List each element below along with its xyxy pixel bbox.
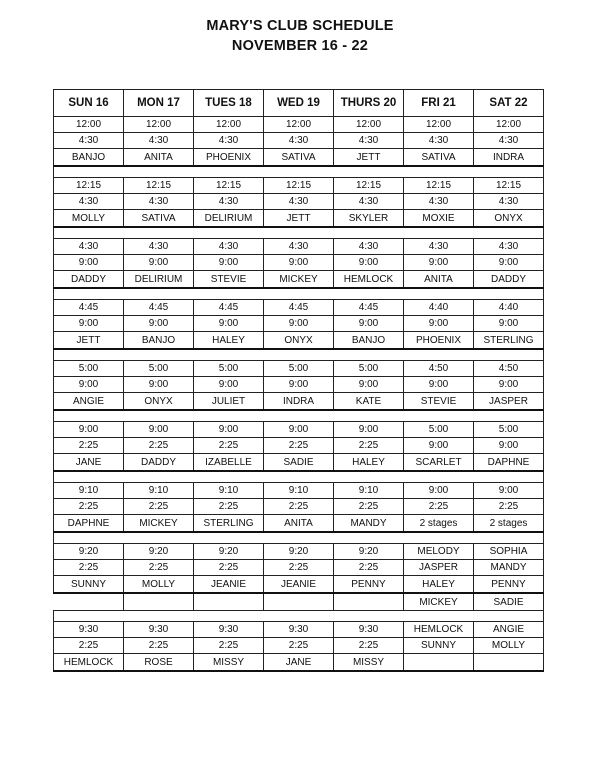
end-time-cell: SUNNY bbox=[404, 638, 474, 654]
performer-cell: IZABELLE bbox=[194, 454, 264, 472]
performer-cell: MOLLY bbox=[54, 210, 124, 228]
start-time-cell: 12:00 bbox=[124, 117, 194, 133]
end-time-cell: 4:30 bbox=[404, 133, 474, 149]
performer-cell bbox=[404, 654, 474, 672]
end-time-cell: 2:25 bbox=[124, 438, 194, 454]
spacer-cell bbox=[54, 471, 544, 483]
start-time-cell: 4:30 bbox=[334, 239, 404, 255]
start-time-cell: 9:00 bbox=[124, 422, 194, 438]
end-time-cell: 2:25 bbox=[54, 438, 124, 454]
start-time-cell: 4:30 bbox=[54, 239, 124, 255]
end-time-cell: 2:25 bbox=[334, 560, 404, 576]
end-time-cell: 4:30 bbox=[54, 194, 124, 210]
start-time-cell: 9:20 bbox=[54, 544, 124, 560]
performer-cell: JASPER bbox=[474, 393, 544, 411]
start-time-cell: 12:00 bbox=[54, 117, 124, 133]
performer-cell: SATIVA bbox=[264, 149, 334, 167]
start-time-cell: 9:10 bbox=[54, 483, 124, 499]
performer-cell: PENNY bbox=[474, 576, 544, 594]
start-time-cell: 5:00 bbox=[404, 422, 474, 438]
performer-cell: MICKEY bbox=[264, 271, 334, 289]
performer-cell: ANITA bbox=[124, 149, 194, 167]
performer-cell: MISSY bbox=[194, 654, 264, 672]
start-time-cell: 12:15 bbox=[404, 178, 474, 194]
start-time-cell: 4:30 bbox=[474, 239, 544, 255]
start-time-cell: 9:00 bbox=[194, 422, 264, 438]
end-time-cell: 2:25 bbox=[194, 499, 264, 515]
performer-cell: 2 stages bbox=[474, 515, 544, 533]
start-time-cell: 12:00 bbox=[264, 117, 334, 133]
performer-cell: JANE bbox=[264, 654, 334, 672]
start-time-cell: 9:30 bbox=[194, 622, 264, 638]
performer-cell: MANDY bbox=[334, 515, 404, 533]
start-time-cell: 12:15 bbox=[124, 178, 194, 194]
performer-cell: JEANIE bbox=[264, 576, 334, 594]
performer-cell: ONYX bbox=[264, 332, 334, 350]
performer-cell: MISSY bbox=[334, 654, 404, 672]
start-time-row bbox=[54, 361, 544, 377]
performer-cell: INDRA bbox=[474, 149, 544, 167]
start-time-cell: 4:30 bbox=[194, 239, 264, 255]
performer-row bbox=[54, 654, 544, 672]
start-time-cell: 4:30 bbox=[264, 239, 334, 255]
performer-cell: SATIVA bbox=[124, 210, 194, 228]
end-time-cell: 2:25 bbox=[54, 499, 124, 515]
end-time-cell: 9:00 bbox=[194, 316, 264, 332]
end-time-cell: 2:25 bbox=[194, 560, 264, 576]
start-time-cell: 4:50 bbox=[404, 361, 474, 377]
end-time-cell: 2:25 bbox=[264, 560, 334, 576]
performer-cell: ROSE bbox=[124, 654, 194, 672]
performer-cell: SADIE bbox=[264, 454, 334, 472]
end-time-cell: 9:00 bbox=[264, 316, 334, 332]
performer-row bbox=[54, 149, 544, 167]
end-time-cell: 9:00 bbox=[474, 438, 544, 454]
end-time-row bbox=[54, 560, 544, 576]
end-time-cell: 9:00 bbox=[404, 316, 474, 332]
start-time-cell: 4:45 bbox=[334, 300, 404, 316]
start-time-cell: 5:00 bbox=[474, 422, 544, 438]
end-time-cell: 2:25 bbox=[334, 438, 404, 454]
performer-cell: KATE bbox=[334, 393, 404, 411]
spacer-row bbox=[54, 349, 544, 361]
end-time-cell: 4:30 bbox=[404, 194, 474, 210]
start-time-cell: 9:10 bbox=[194, 483, 264, 499]
performer-cell: SKYLER bbox=[334, 210, 404, 228]
start-time-cell: 9:00 bbox=[334, 422, 404, 438]
performer-cell: MICKEY bbox=[404, 593, 474, 611]
start-time-cell: 4:45 bbox=[264, 300, 334, 316]
start-time-row bbox=[54, 483, 544, 499]
spacer-row bbox=[54, 288, 544, 300]
start-time-cell: MELODY bbox=[404, 544, 474, 560]
performer-cell: JULIET bbox=[194, 393, 264, 411]
performer-cell: DAPHNE bbox=[54, 515, 124, 533]
end-time-cell: 4:30 bbox=[264, 194, 334, 210]
performer-cell: JETT bbox=[334, 149, 404, 167]
performer-cell: DELIRIUM bbox=[194, 210, 264, 228]
end-time-cell: 2:25 bbox=[334, 499, 404, 515]
end-time-cell: JASPER bbox=[404, 560, 474, 576]
end-time-cell: 9:00 bbox=[54, 316, 124, 332]
end-time-cell: 4:30 bbox=[334, 133, 404, 149]
start-time-cell: SOPHIA bbox=[474, 544, 544, 560]
start-time-row bbox=[54, 239, 544, 255]
end-time-cell: 2:25 bbox=[264, 638, 334, 654]
schedule-subtitle: NOVEMBER 16 - 22 bbox=[231, 38, 369, 54]
end-time-cell: 2:25 bbox=[334, 638, 404, 654]
start-time-cell: 12:15 bbox=[194, 178, 264, 194]
performer-cell: ONYX bbox=[474, 210, 544, 228]
start-time-cell: 4:45 bbox=[194, 300, 264, 316]
end-time-cell: 2:25 bbox=[264, 499, 334, 515]
schedule-table bbox=[53, 89, 544, 672]
start-time-cell: 4:45 bbox=[54, 300, 124, 316]
start-time-cell: 4:45 bbox=[124, 300, 194, 316]
performer-cell: HALEY bbox=[404, 576, 474, 594]
start-time-cell: 12:15 bbox=[334, 178, 404, 194]
end-time-cell: 9:00 bbox=[124, 377, 194, 393]
performer-cell: MOLLY bbox=[124, 576, 194, 594]
performer-cell: DELIRIUM bbox=[124, 271, 194, 289]
end-time-cell: 9:00 bbox=[124, 255, 194, 271]
end-time-cell: 9:00 bbox=[334, 316, 404, 332]
performer-cell: 2 stages bbox=[404, 515, 474, 533]
performer-cell: JEANIE bbox=[194, 576, 264, 594]
performer-cell: STEVIE bbox=[194, 271, 264, 289]
end-time-cell: 9:00 bbox=[194, 377, 264, 393]
day-header: MON 17 bbox=[124, 90, 194, 117]
performer-cell: ANITA bbox=[404, 271, 474, 289]
start-time-cell: HEMLOCK bbox=[404, 622, 474, 638]
start-time-cell: 5:00 bbox=[194, 361, 264, 377]
end-time-cell: 9:00 bbox=[474, 316, 544, 332]
start-time-row bbox=[54, 300, 544, 316]
empty-cell bbox=[54, 593, 124, 611]
end-time-cell: 9:00 bbox=[54, 377, 124, 393]
performer-cell: STERLING bbox=[194, 515, 264, 533]
empty-cell bbox=[264, 593, 334, 611]
empty-cell bbox=[124, 593, 194, 611]
performer-row bbox=[54, 271, 544, 289]
spacer-cell bbox=[54, 349, 544, 361]
start-time-cell: 12:00 bbox=[334, 117, 404, 133]
end-time-cell: 9:00 bbox=[264, 255, 334, 271]
spacer-cell bbox=[54, 227, 544, 239]
end-time-cell: 2:25 bbox=[54, 638, 124, 654]
performer-cell: MICKEY bbox=[124, 515, 194, 533]
extra-row bbox=[54, 593, 544, 611]
start-time-row bbox=[54, 117, 544, 133]
end-time-cell: 9:00 bbox=[404, 438, 474, 454]
performer-row bbox=[54, 454, 544, 472]
spacer-row bbox=[54, 471, 544, 483]
performer-row bbox=[54, 393, 544, 411]
end-time-cell: 2:25 bbox=[124, 499, 194, 515]
spacer-row bbox=[54, 166, 544, 178]
start-time-cell: 12:00 bbox=[474, 117, 544, 133]
performer-cell: PHOENIX bbox=[404, 332, 474, 350]
performer-cell: DADDY bbox=[54, 271, 124, 289]
start-time-cell: 9:30 bbox=[264, 622, 334, 638]
start-time-cell: 9:30 bbox=[334, 622, 404, 638]
spacer-cell bbox=[54, 410, 544, 422]
end-time-cell: 2:25 bbox=[124, 560, 194, 576]
end-time-cell: 9:00 bbox=[124, 316, 194, 332]
performer-cell: BANJO bbox=[54, 149, 124, 167]
end-time-cell: MANDY bbox=[474, 560, 544, 576]
end-time-cell: MOLLY bbox=[474, 638, 544, 654]
performer-cell: HALEY bbox=[334, 454, 404, 472]
performer-cell: PHOENIX bbox=[194, 149, 264, 167]
end-time-cell: 9:00 bbox=[404, 255, 474, 271]
schedule-title: MARY'S CLUB SCHEDULE bbox=[206, 18, 394, 34]
end-time-cell: 2:25 bbox=[264, 438, 334, 454]
performer-row bbox=[54, 210, 544, 228]
start-time-cell: 4:50 bbox=[474, 361, 544, 377]
day-header: SUN 16 bbox=[54, 90, 124, 117]
start-time-cell: 4:40 bbox=[474, 300, 544, 316]
end-time-cell: 9:00 bbox=[474, 255, 544, 271]
performer-row bbox=[54, 576, 544, 594]
spacer-row bbox=[54, 227, 544, 239]
end-time-cell: 2:25 bbox=[474, 499, 544, 515]
day-header: WED 19 bbox=[264, 90, 334, 117]
start-time-cell: 12:15 bbox=[264, 178, 334, 194]
day-header: TUES 18 bbox=[194, 90, 264, 117]
end-time-cell: 4:30 bbox=[474, 133, 544, 149]
start-time-cell: 9:10 bbox=[334, 483, 404, 499]
start-time-cell: 9:30 bbox=[54, 622, 124, 638]
performer-cell: ANGIE bbox=[54, 393, 124, 411]
spacer-cell bbox=[54, 288, 544, 300]
start-time-row bbox=[54, 178, 544, 194]
performer-cell: ONYX bbox=[124, 393, 194, 411]
end-time-row bbox=[54, 255, 544, 271]
end-time-row bbox=[54, 499, 544, 515]
end-time-cell: 4:30 bbox=[194, 194, 264, 210]
spacer-cell bbox=[54, 611, 544, 622]
performer-cell: JETT bbox=[54, 332, 124, 350]
performer-cell: ANITA bbox=[264, 515, 334, 533]
start-time-cell: 9:00 bbox=[264, 422, 334, 438]
performer-cell: SATIVA bbox=[404, 149, 474, 167]
start-time-cell: 12:15 bbox=[54, 178, 124, 194]
spacer-cell bbox=[54, 532, 544, 544]
end-time-cell: 9:00 bbox=[194, 255, 264, 271]
performer-row bbox=[54, 332, 544, 350]
start-time-cell: 9:20 bbox=[334, 544, 404, 560]
end-time-row bbox=[54, 638, 544, 654]
day-header: THURS 20 bbox=[334, 90, 404, 117]
day-header: SAT 22 bbox=[474, 90, 544, 117]
start-time-cell: 12:00 bbox=[194, 117, 264, 133]
start-time-cell: 9:00 bbox=[404, 483, 474, 499]
end-time-cell: 4:30 bbox=[54, 133, 124, 149]
performer-row bbox=[54, 515, 544, 533]
day-header: FRI 21 bbox=[404, 90, 474, 117]
end-time-cell: 9:00 bbox=[404, 377, 474, 393]
performer-cell: STERLING bbox=[474, 332, 544, 350]
start-time-row bbox=[54, 544, 544, 560]
start-time-cell: ANGIE bbox=[474, 622, 544, 638]
performer-cell: INDRA bbox=[264, 393, 334, 411]
performer-cell: HEMLOCK bbox=[54, 654, 124, 672]
start-time-cell: 9:30 bbox=[124, 622, 194, 638]
end-time-row bbox=[54, 377, 544, 393]
end-time-cell: 9:00 bbox=[334, 377, 404, 393]
end-time-row bbox=[54, 438, 544, 454]
performer-cell: DADDY bbox=[124, 454, 194, 472]
end-time-cell: 9:00 bbox=[54, 255, 124, 271]
end-time-row bbox=[54, 194, 544, 210]
performer-cell bbox=[474, 654, 544, 672]
end-time-cell: 4:30 bbox=[194, 133, 264, 149]
end-time-row bbox=[54, 316, 544, 332]
end-time-cell: 9:00 bbox=[474, 377, 544, 393]
start-time-cell: 9:20 bbox=[124, 544, 194, 560]
start-time-cell: 12:00 bbox=[404, 117, 474, 133]
performer-cell: SCARLET bbox=[404, 454, 474, 472]
start-time-cell: 5:00 bbox=[54, 361, 124, 377]
start-time-cell: 9:20 bbox=[194, 544, 264, 560]
performer-cell: JETT bbox=[264, 210, 334, 228]
performer-cell: SADIE bbox=[474, 593, 544, 611]
performer-cell: BANJO bbox=[124, 332, 194, 350]
start-time-cell: 5:00 bbox=[334, 361, 404, 377]
start-time-cell: 9:20 bbox=[264, 544, 334, 560]
start-time-cell: 5:00 bbox=[264, 361, 334, 377]
end-time-row bbox=[54, 133, 544, 149]
end-time-cell: 4:30 bbox=[334, 194, 404, 210]
start-time-row bbox=[54, 622, 544, 638]
start-time-row bbox=[54, 422, 544, 438]
empty-cell bbox=[334, 593, 404, 611]
performer-cell: JANE bbox=[54, 454, 124, 472]
spacer-row bbox=[54, 410, 544, 422]
start-time-cell: 4:40 bbox=[404, 300, 474, 316]
performer-cell: HEMLOCK bbox=[334, 271, 404, 289]
start-time-cell: 5:00 bbox=[124, 361, 194, 377]
empty-cell bbox=[194, 593, 264, 611]
day-header-row bbox=[54, 90, 544, 117]
start-time-cell: 4:30 bbox=[124, 239, 194, 255]
end-time-cell: 4:30 bbox=[124, 194, 194, 210]
end-time-cell: 4:30 bbox=[124, 133, 194, 149]
performer-cell: DAPHNE bbox=[474, 454, 544, 472]
end-time-cell: 2:25 bbox=[54, 560, 124, 576]
end-time-cell: 9:00 bbox=[334, 255, 404, 271]
performer-cell: MOXIE bbox=[404, 210, 474, 228]
start-time-cell: 9:00 bbox=[54, 422, 124, 438]
performer-cell: PENNY bbox=[334, 576, 404, 594]
start-time-cell: 12:15 bbox=[474, 178, 544, 194]
start-time-cell: 9:10 bbox=[264, 483, 334, 499]
performer-cell: HALEY bbox=[194, 332, 264, 350]
performer-cell: SUNNY bbox=[54, 576, 124, 594]
performer-cell: DADDY bbox=[474, 271, 544, 289]
spacer-cell bbox=[54, 166, 544, 178]
start-time-cell: 4:30 bbox=[404, 239, 474, 255]
end-time-cell: 4:30 bbox=[264, 133, 334, 149]
end-time-cell: 9:00 bbox=[264, 377, 334, 393]
end-time-cell: 2:25 bbox=[124, 638, 194, 654]
performer-cell: BANJO bbox=[334, 332, 404, 350]
end-time-cell: 2:25 bbox=[194, 438, 264, 454]
end-time-cell: 2:25 bbox=[194, 638, 264, 654]
performer-cell: STEVIE bbox=[404, 393, 474, 411]
spacer-row bbox=[54, 532, 544, 544]
end-time-cell: 4:30 bbox=[474, 194, 544, 210]
spacer-row bbox=[54, 611, 544, 622]
start-time-cell: 9:00 bbox=[474, 483, 544, 499]
end-time-cell: 2:25 bbox=[404, 499, 474, 515]
start-time-cell: 9:10 bbox=[124, 483, 194, 499]
